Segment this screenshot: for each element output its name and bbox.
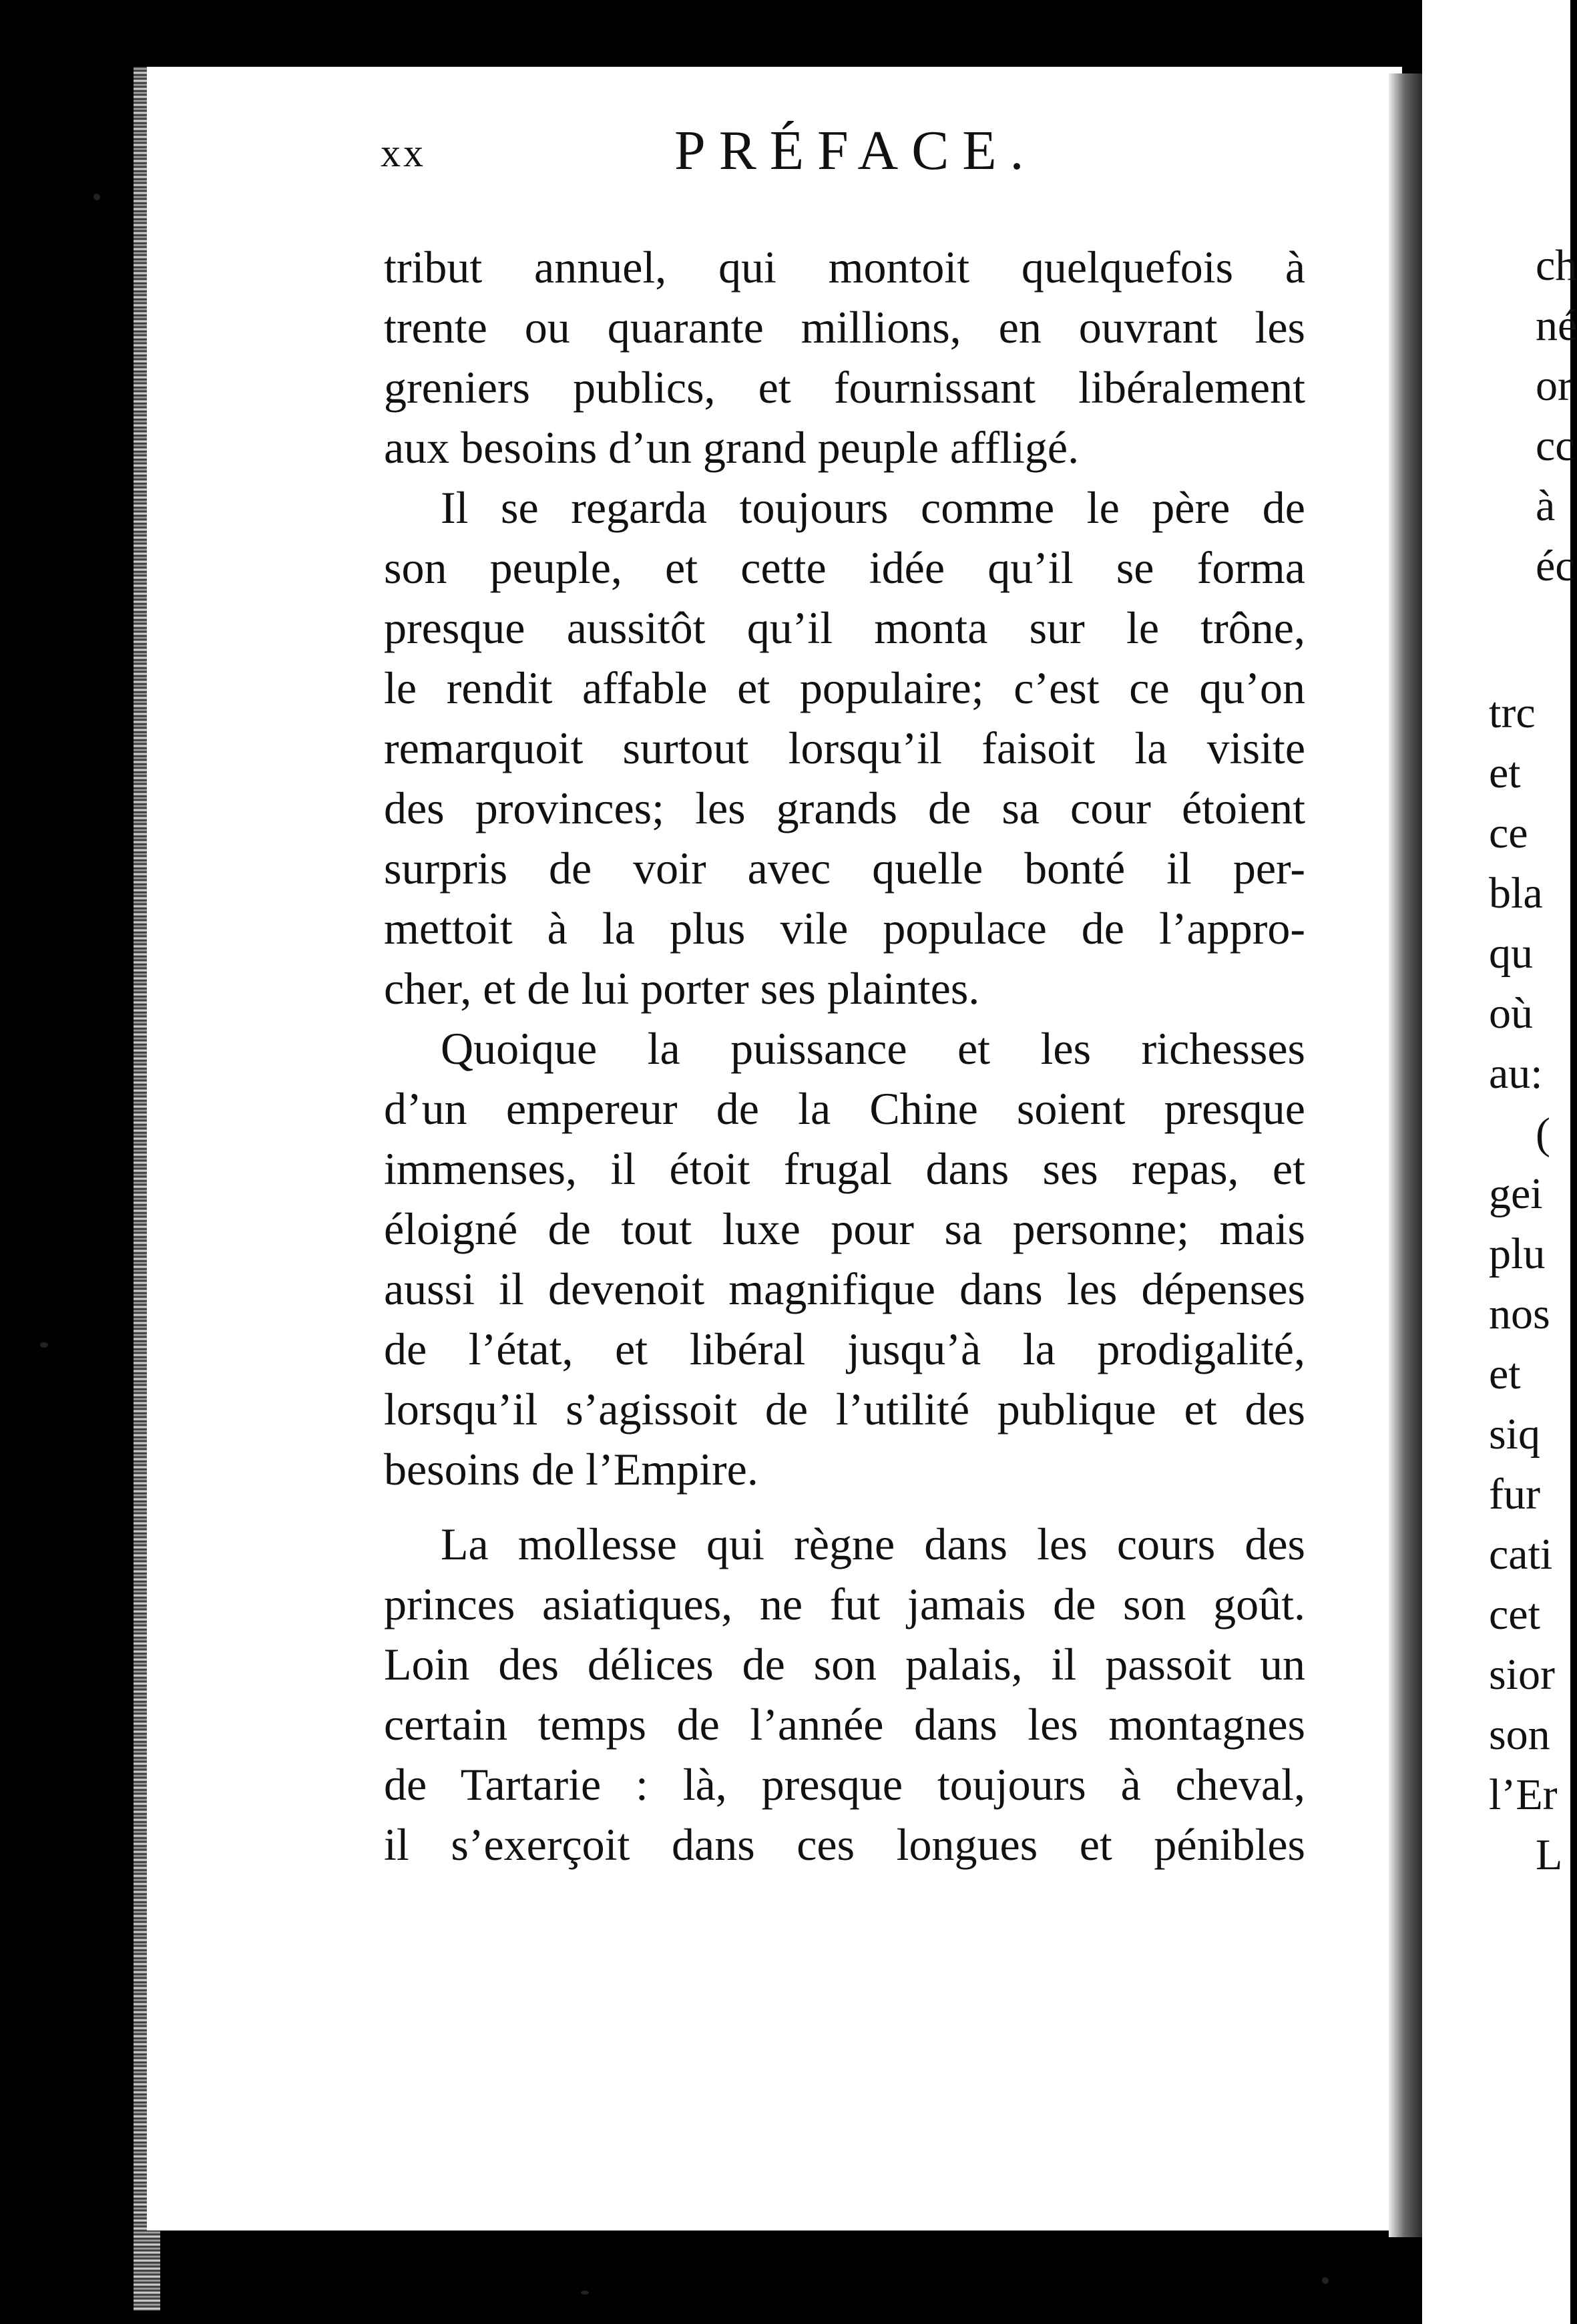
facing-text-fragment: or bbox=[1536, 361, 1572, 410]
scan-speck bbox=[581, 2291, 589, 2295]
scan-speck bbox=[1322, 2277, 1329, 2284]
text-line: certain temps de l’année dans les montagnes bbox=[384, 1699, 1305, 1750]
facing-text-fragment: son bbox=[1489, 1710, 1550, 1759]
facing-text-fragment: gei bbox=[1489, 1169, 1543, 1218]
text-line: de l’état, et libéral jusqu’à la prodigalité, bbox=[384, 1324, 1305, 1374]
facing-text-fragment: plu bbox=[1489, 1229, 1546, 1278]
facing-text-fragment: bla bbox=[1489, 869, 1543, 918]
facing-text-fragment: qu bbox=[1489, 929, 1533, 978]
text-line: éloigné de tout luxe pour sa personne; mais bbox=[384, 1203, 1305, 1254]
facing-text-fragment: né bbox=[1536, 301, 1577, 350]
text-line: surpris de voir avec quelle bonté il per- bbox=[384, 843, 1305, 894]
text-line: greniers publics, et fournissant libéralement bbox=[384, 362, 1305, 413]
text-line: aussi il devenoit magnifique dans les dépenses bbox=[384, 1264, 1305, 1314]
facing-text-fragment: et bbox=[1489, 1350, 1521, 1398]
text-line: de Tartarie : là, presque toujours à cheval, bbox=[384, 1759, 1305, 1810]
text-line: remarquoit surtout lorsqu’il faisoit la visite bbox=[384, 723, 1305, 773]
text-line: presque aussitôt qu’il monta sur le trône, bbox=[384, 602, 1305, 653]
paragraph bbox=[384, 1514, 1305, 1875]
text-line: La mollesse qui règne dans les cours des bbox=[441, 1519, 1305, 1569]
facing-text-fragment: ch bbox=[1536, 241, 1577, 290]
body-text bbox=[384, 237, 1305, 1875]
text-line: Il se regarda toujours comme le père de bbox=[441, 482, 1305, 533]
scan-speck bbox=[93, 194, 100, 200]
text-line: son peuple, et cette idée qu’il se forma bbox=[384, 542, 1305, 593]
text-line: tribut annuel, qui montoit quelquefois à bbox=[384, 242, 1305, 293]
page-number: xx bbox=[381, 131, 426, 175]
facing-text-fragment: à bbox=[1536, 481, 1556, 530]
text-line: Loin des délices de son palais, il passoit un bbox=[384, 1639, 1305, 1690]
facing-text-fragment: cc bbox=[1536, 421, 1575, 470]
facing-page-right bbox=[1422, 0, 1577, 2324]
text-line: trente ou quarante millions, en ouvrant les bbox=[384, 302, 1305, 353]
page-header bbox=[381, 104, 1329, 184]
scan-left-border bbox=[0, 0, 134, 2324]
facing-text-fragment: l’Er bbox=[1489, 1770, 1558, 1819]
facing-text-fragment: fur bbox=[1489, 1470, 1540, 1519]
facing-text-fragment: éc bbox=[1536, 542, 1575, 590]
facing-text-fragment: nos bbox=[1489, 1290, 1550, 1338]
paragraph bbox=[384, 1018, 1305, 1499]
text-line: le rendit affable et populaire; c’est ce qu’on bbox=[384, 662, 1305, 713]
text-line: il s’exerçoit dans ces longues et pénibles bbox=[384, 1819, 1305, 1870]
text-line: Quoique la puissance et les richesses bbox=[441, 1023, 1305, 1074]
facing-text-fragment: L bbox=[1536, 1830, 1563, 1879]
text-line: aux besoins d’un grand peuple affligé. bbox=[384, 422, 1080, 473]
paragraph-gap bbox=[384, 1499, 1305, 1514]
running-head: PRÉFACE. bbox=[674, 120, 1038, 182]
facing-text-fragment: siq bbox=[1489, 1410, 1541, 1459]
paragraph bbox=[384, 237, 1305, 477]
text-line: princes asiatiques, ne fut jamais de son goût. bbox=[384, 1579, 1305, 1629]
facing-text-fragment: trc bbox=[1489, 689, 1536, 737]
text-line: mettoit à la plus vile populace de l’appro- bbox=[384, 903, 1305, 954]
text-line: des provinces; les grands de sa cour étoient bbox=[384, 783, 1305, 833]
paragraph bbox=[384, 477, 1305, 1018]
facing-text-fragment: et bbox=[1489, 749, 1521, 797]
facing-text-fragment: cet bbox=[1489, 1590, 1540, 1639]
facing-text-fragment: où bbox=[1489, 989, 1533, 1038]
facing-text-fragment: cati bbox=[1489, 1530, 1553, 1579]
facing-text-fragment: au: bbox=[1489, 1049, 1543, 1098]
text-line: d’un empereur de la Chine soient presque bbox=[384, 1083, 1305, 1134]
facing-text-fragment: sior bbox=[1489, 1650, 1555, 1699]
text-line: lorsqu’il s’agissoit de l’utilité publique et des bbox=[384, 1384, 1305, 1434]
scan-speck bbox=[40, 1342, 48, 1348]
facing-text-fragment: ce bbox=[1489, 809, 1528, 857]
text-line: cher, et de lui porter ses plaintes. bbox=[384, 963, 980, 1014]
facing-text-fragment: ( bbox=[1536, 1109, 1550, 1158]
text-line: besoins de l’Empire. bbox=[384, 1444, 758, 1495]
text-line: immenses, il étoit frugal dans ses repas, et bbox=[384, 1143, 1305, 1194]
